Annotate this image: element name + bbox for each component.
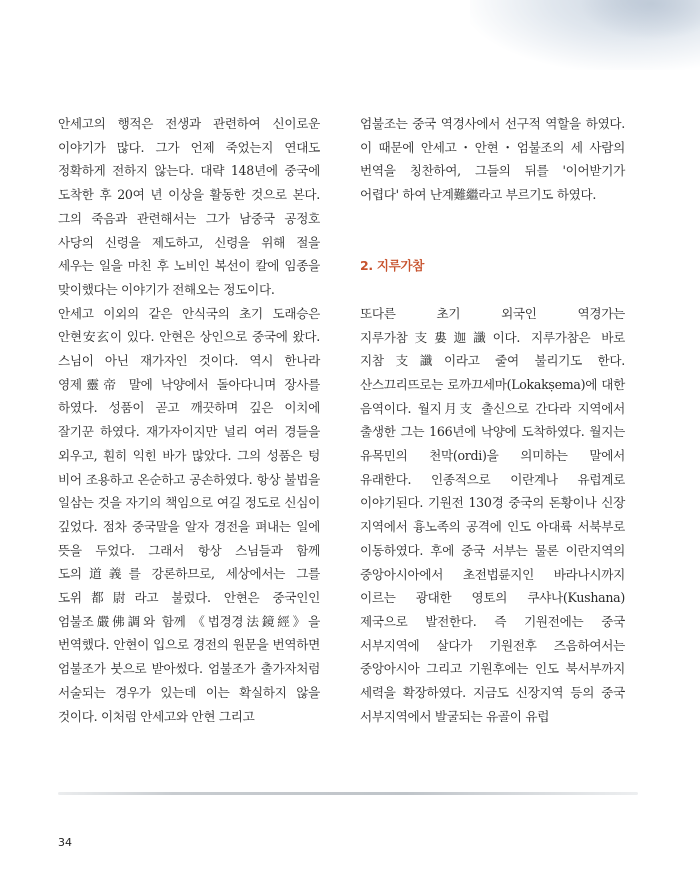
section-gap	[360, 207, 625, 254]
footer-divider	[58, 792, 638, 795]
right-paragraph-2: 또다른 초기 외국인 역경가는 지루가참支婁迦讖이다. 지루가참은 바로 지참支讖이라고 줄여 불리기도 한다. 산스끄리뜨로는 로까끄세마(Lokakṣema)에 대한 음역이다. 월지月支 출신으로 간다라 지역에서 출생한 그는 166년에 낙양에 도착하였다. 월지는 유목민의 천막(ordi)을 의미하는 말에서 유래한다. 인종적으로 이란계나 유럽계로 이야기된다. 기원전 130경 중국의 돈황이나 신장 지역에서 흉노족의 공격에 인도 아대륙 서북부로 이동하였다. 후에 중국 서부는 물론 이란지역의 중앙아시아에서 초전법륜지인 바라나시까지 이르는 광대한 영토의 쿠샤나(Kushana) 제국으로 발전한다. 즉 기원전에는 중국 서부지역에 살다가 기원전후 즈음하여서는 중앙아시아 그리고 기원후에는 인도 북서부까지 세력을 확장하였다. 지금도 신장지역 등의 중국 서부지역에서 발굴되는 유골이 유럽	[360, 305, 625, 724]
page-number: 34	[58, 836, 72, 849]
section-heading: 2. 지루가참	[360, 257, 424, 273]
left-column	[58, 112, 320, 728]
watercolor-decoration-accent	[580, 0, 700, 40]
left-paragraph-2: 안세고 이외의 같은 안식국의 초기 도래승은 안현安玄이 있다. 안현은 상인으로 중국에 왔다. 스님이 아닌 재가자인 것이다. 역시 한나라 영제靈帝 말에 낙양에서 돌아다니며 장사를 하였다. 성품이 곧고 깨끗하며 깊은 이치에 잘기꾼 하였다. 재가자이지만 널리 여러 경들을 외우고, 훤히 익힌 바가 많았다. 그의 성품은 텅 비어 조용하고 온순하고 공손하였다. 항상 불법을 일삼는 것을 자기의 책임으로 여길 정도로 신심이 깊었다. 점차 중국말을 알자 경전을 펴내는 일에 뜻을 두었다. 그래서 항상 스님들과 함께 도의道義를 강론하므로, 세상에서는 그를 도위都尉라고 불렀다. 안현은 중국인인 엄불조嚴佛調와 함께 《법경경法鏡經》을 번역했다. 안현이 입으로 경전의 원문을 번역하면 엄불조가 붓으로 받아썼다. 엄불조가 출가자처럼 서술되는 경우가 있는데 이는 확실하지 않을 것이다. 이처럼 안세고와 안현 그리고	[58, 305, 320, 724]
left-paragraph-1: 안세고의 행적은 전생과 관련하여 신이로운 이야기가 많다. 그가 언제 죽었는지 연대도 정확하게 전하지 않는다. 대략 148년에 중국에 도착한 후 20여 년 이상을 활동한 것으로 본다. 그의 죽음과 관련해서는 그가 남중국 공정호 사당의 신령을 제도하고, 신령을 위해 절을 세우는 일을 마친 후 노비인 복선이 칼에 임종을 맞이했다는 이야기가 전해오는 정도이다.	[58, 116, 320, 297]
right-column	[360, 112, 625, 728]
right-paragraph-1: 엄불조는 중국 역경사에서 선구적 역할을 하였다. 이 때문에 안세고・안현・엄불조의 세 사람의 번역을 칭찬하여, 그들의 뒤를 '이어받기가 어렵다' 하여 난계難繼라고 부르기도 하였다.	[360, 116, 625, 203]
